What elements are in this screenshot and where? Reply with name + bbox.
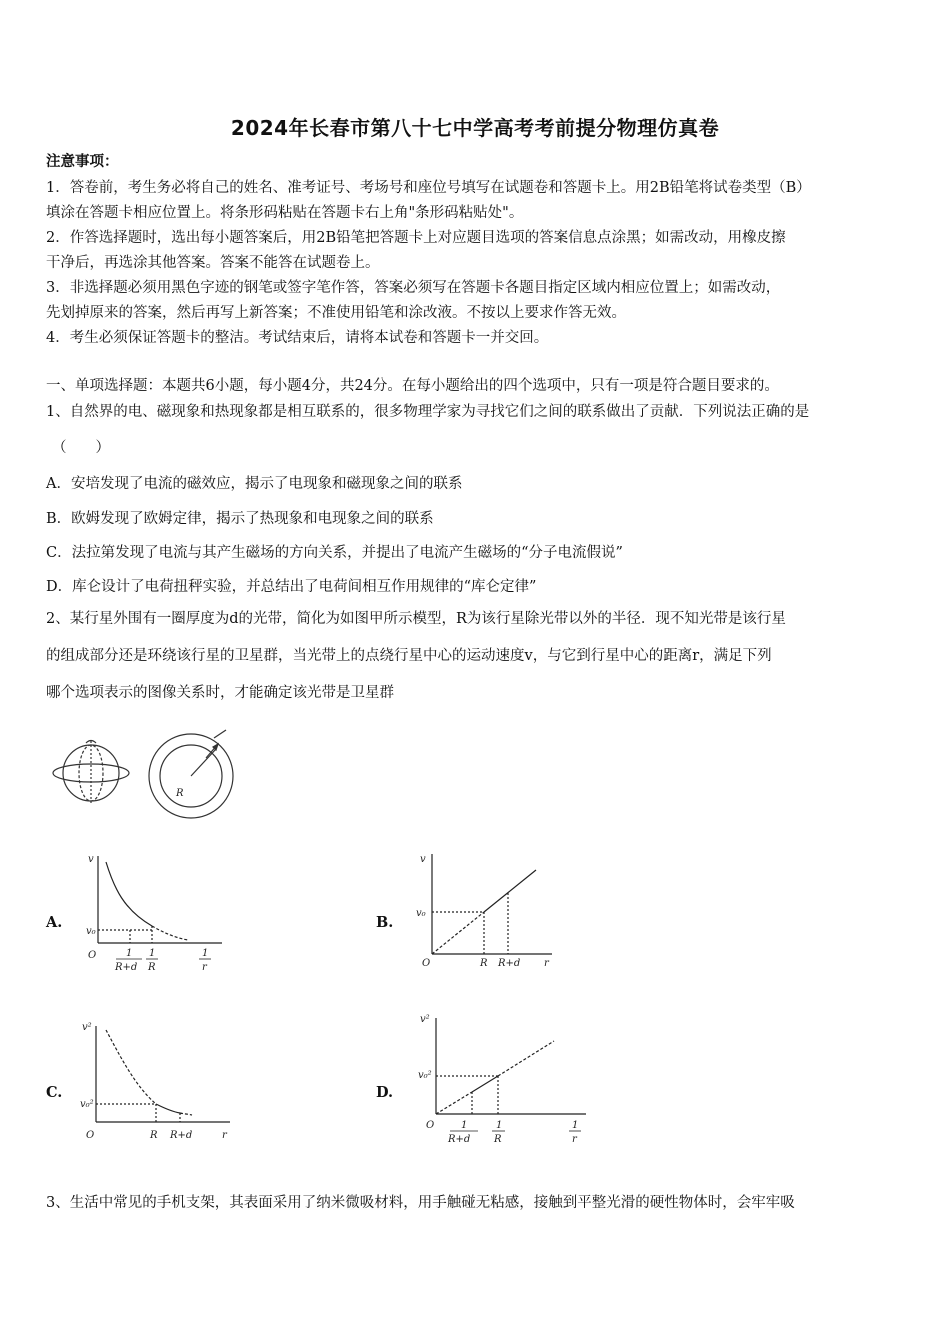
- tick-label: 1: [496, 1120, 503, 1131]
- origin-label: O: [88, 950, 97, 961]
- notice-line: 3．非选择题必须用黑色字迹的钢笔或签字笔作答，答案必须写在答题卡各题目指定区域内相应位置上；如需改动，: [46, 280, 781, 296]
- y-axis-label: v: [88, 854, 94, 865]
- option-d-letter: D.: [376, 1084, 394, 1101]
- tick-label: R: [150, 1130, 158, 1141]
- curve-dashed: [152, 926, 188, 940]
- y0-label: v₀²: [80, 1099, 94, 1110]
- option-b-letter: B.: [376, 914, 394, 931]
- planet-side-view: [53, 741, 129, 806]
- y0-label: v₀²: [418, 1070, 432, 1081]
- notice-line: 2．作答选择题时，选出每小题答案后，用2B铅笔把答题卡上对应题目选项的答案信息点涂黑；如需改动，用橡皮擦: [46, 230, 786, 246]
- question-stem: 的组成部分还是环绕该行星的卫星群，当光带上的点绕行星中心的运动速度v，与它到行星中心的距离r，满足下列: [46, 648, 772, 664]
- tick-label: 1: [202, 948, 209, 959]
- curve-solid: [106, 862, 152, 926]
- planet-top-view: [149, 730, 233, 818]
- notice-line: 干净后，再选涂其他答案。答案不能答在试题卷上。: [46, 255, 380, 271]
- question-stem: 哪个选项表示的图像关系时，才能确定该光带是卫星群: [46, 685, 394, 701]
- y-axis-label: v²: [82, 1022, 92, 1033]
- tick-label: 1: [126, 948, 133, 959]
- y-axis-label: v²: [420, 1014, 430, 1025]
- line-dashed: [432, 912, 484, 954]
- y0-label: v₀: [416, 908, 426, 919]
- x-axis-label: r: [544, 958, 549, 969]
- graph-b: [412, 844, 562, 974]
- graph-a: [84, 848, 234, 978]
- origin-label: O: [426, 1120, 435, 1131]
- option-c: C．法拉第发现了电流与其产生磁场的方向关系，并提出了电流产生磁场的“分子电流假说”: [46, 545, 623, 561]
- tick-label: 1: [572, 1120, 579, 1131]
- curve-dashed: [106, 1030, 156, 1104]
- question-stem: 1、自然界的电、磁现象和热现象都是相互联系的，很多物理学家为寻找它们之间的联系做出了贡献．下列说法正确的是: [46, 404, 810, 420]
- tick-label: 1: [461, 1120, 468, 1131]
- notice-line: 1．答卷前，考生务必将自己的姓名、准考证号、考场号和座位号填写在试题卷和答题卡上。用2B铅笔将试卷类型（B）: [46, 180, 811, 196]
- graph-d: [416, 1010, 596, 1155]
- option-a: A．安培发现了电流的磁效应，揭示了电现象和磁现象之间的联系: [46, 476, 463, 492]
- notice-line: 填涂在答题卡相应位置上。将条形码粘贴在答题卡右上角"条形码粘贴处"。: [46, 205, 524, 221]
- tick-label: R+d: [448, 1134, 471, 1145]
- option-a-letter: A.: [46, 914, 63, 931]
- tick-label: R+d: [170, 1130, 193, 1141]
- radius-label: R: [176, 788, 184, 799]
- y-axis-label: v: [420, 854, 426, 865]
- option-b: B．欧姆发现了欧姆定律，揭示了热现象和电现象之间的联系: [46, 511, 434, 527]
- line-dashed: [436, 1092, 472, 1114]
- curve-solid: [156, 1104, 180, 1113]
- page-title: 2024年长春市第八十七中学高考考前提分物理仿真卷: [230, 116, 720, 140]
- notice-line: 4．考生必须保证答题卡的整洁。考试结束后，请将本试卷和答题卡一并交回。: [46, 330, 549, 346]
- x-axis-label: r: [572, 1134, 577, 1145]
- graph-c: [80, 1016, 240, 1146]
- y0-label: v₀: [86, 926, 96, 937]
- x-axis-label: r: [202, 962, 207, 973]
- option-d: D．库仑设计了电荷扭秤实验，并总结出了电荷间相互作用规律的“库仑定律”: [46, 579, 537, 595]
- notice-heading: 注意事项：: [46, 153, 119, 170]
- question-3-stem: 3、生活中常见的手机支架，其表面采用了纳米微吸材料，用手触碰无粘感，接触到平整光滑的硬性物体时，会牢牢吸: [46, 1195, 795, 1211]
- tick-label: R+d: [498, 958, 521, 969]
- x-axis-label: r: [222, 1130, 227, 1141]
- question-stem: 2、某行星外围有一圈厚度为d的光带，简化为如图甲所示模型，R为该行星除光带以外的半径．现不知光带是该行星: [46, 611, 786, 627]
- tick-label: R: [148, 962, 156, 973]
- line-solid: [472, 1076, 498, 1092]
- tick-label: R+d: [115, 962, 138, 973]
- section-heading: 一、单项选择题：本题共6小题，每小题4分，共24分。在每小题给出的四个选项中，只有一项是符合题目要求的。: [46, 378, 779, 394]
- tick-label: R: [480, 958, 488, 969]
- tick-label: 1: [149, 948, 156, 959]
- line-solid: [484, 870, 536, 912]
- origin-label: O: [422, 958, 431, 969]
- origin-label: O: [86, 1130, 95, 1141]
- option-c-letter: C.: [46, 1084, 63, 1101]
- planet-ring-figure: [46, 726, 246, 826]
- notice-line: 先划掉原来的答案，然后再写上新答案；不准使用铅笔和涂改液。不按以上要求作答无效。: [46, 305, 626, 321]
- tick-label: R: [494, 1134, 502, 1145]
- answer-blank: （ ）: [52, 440, 110, 456]
